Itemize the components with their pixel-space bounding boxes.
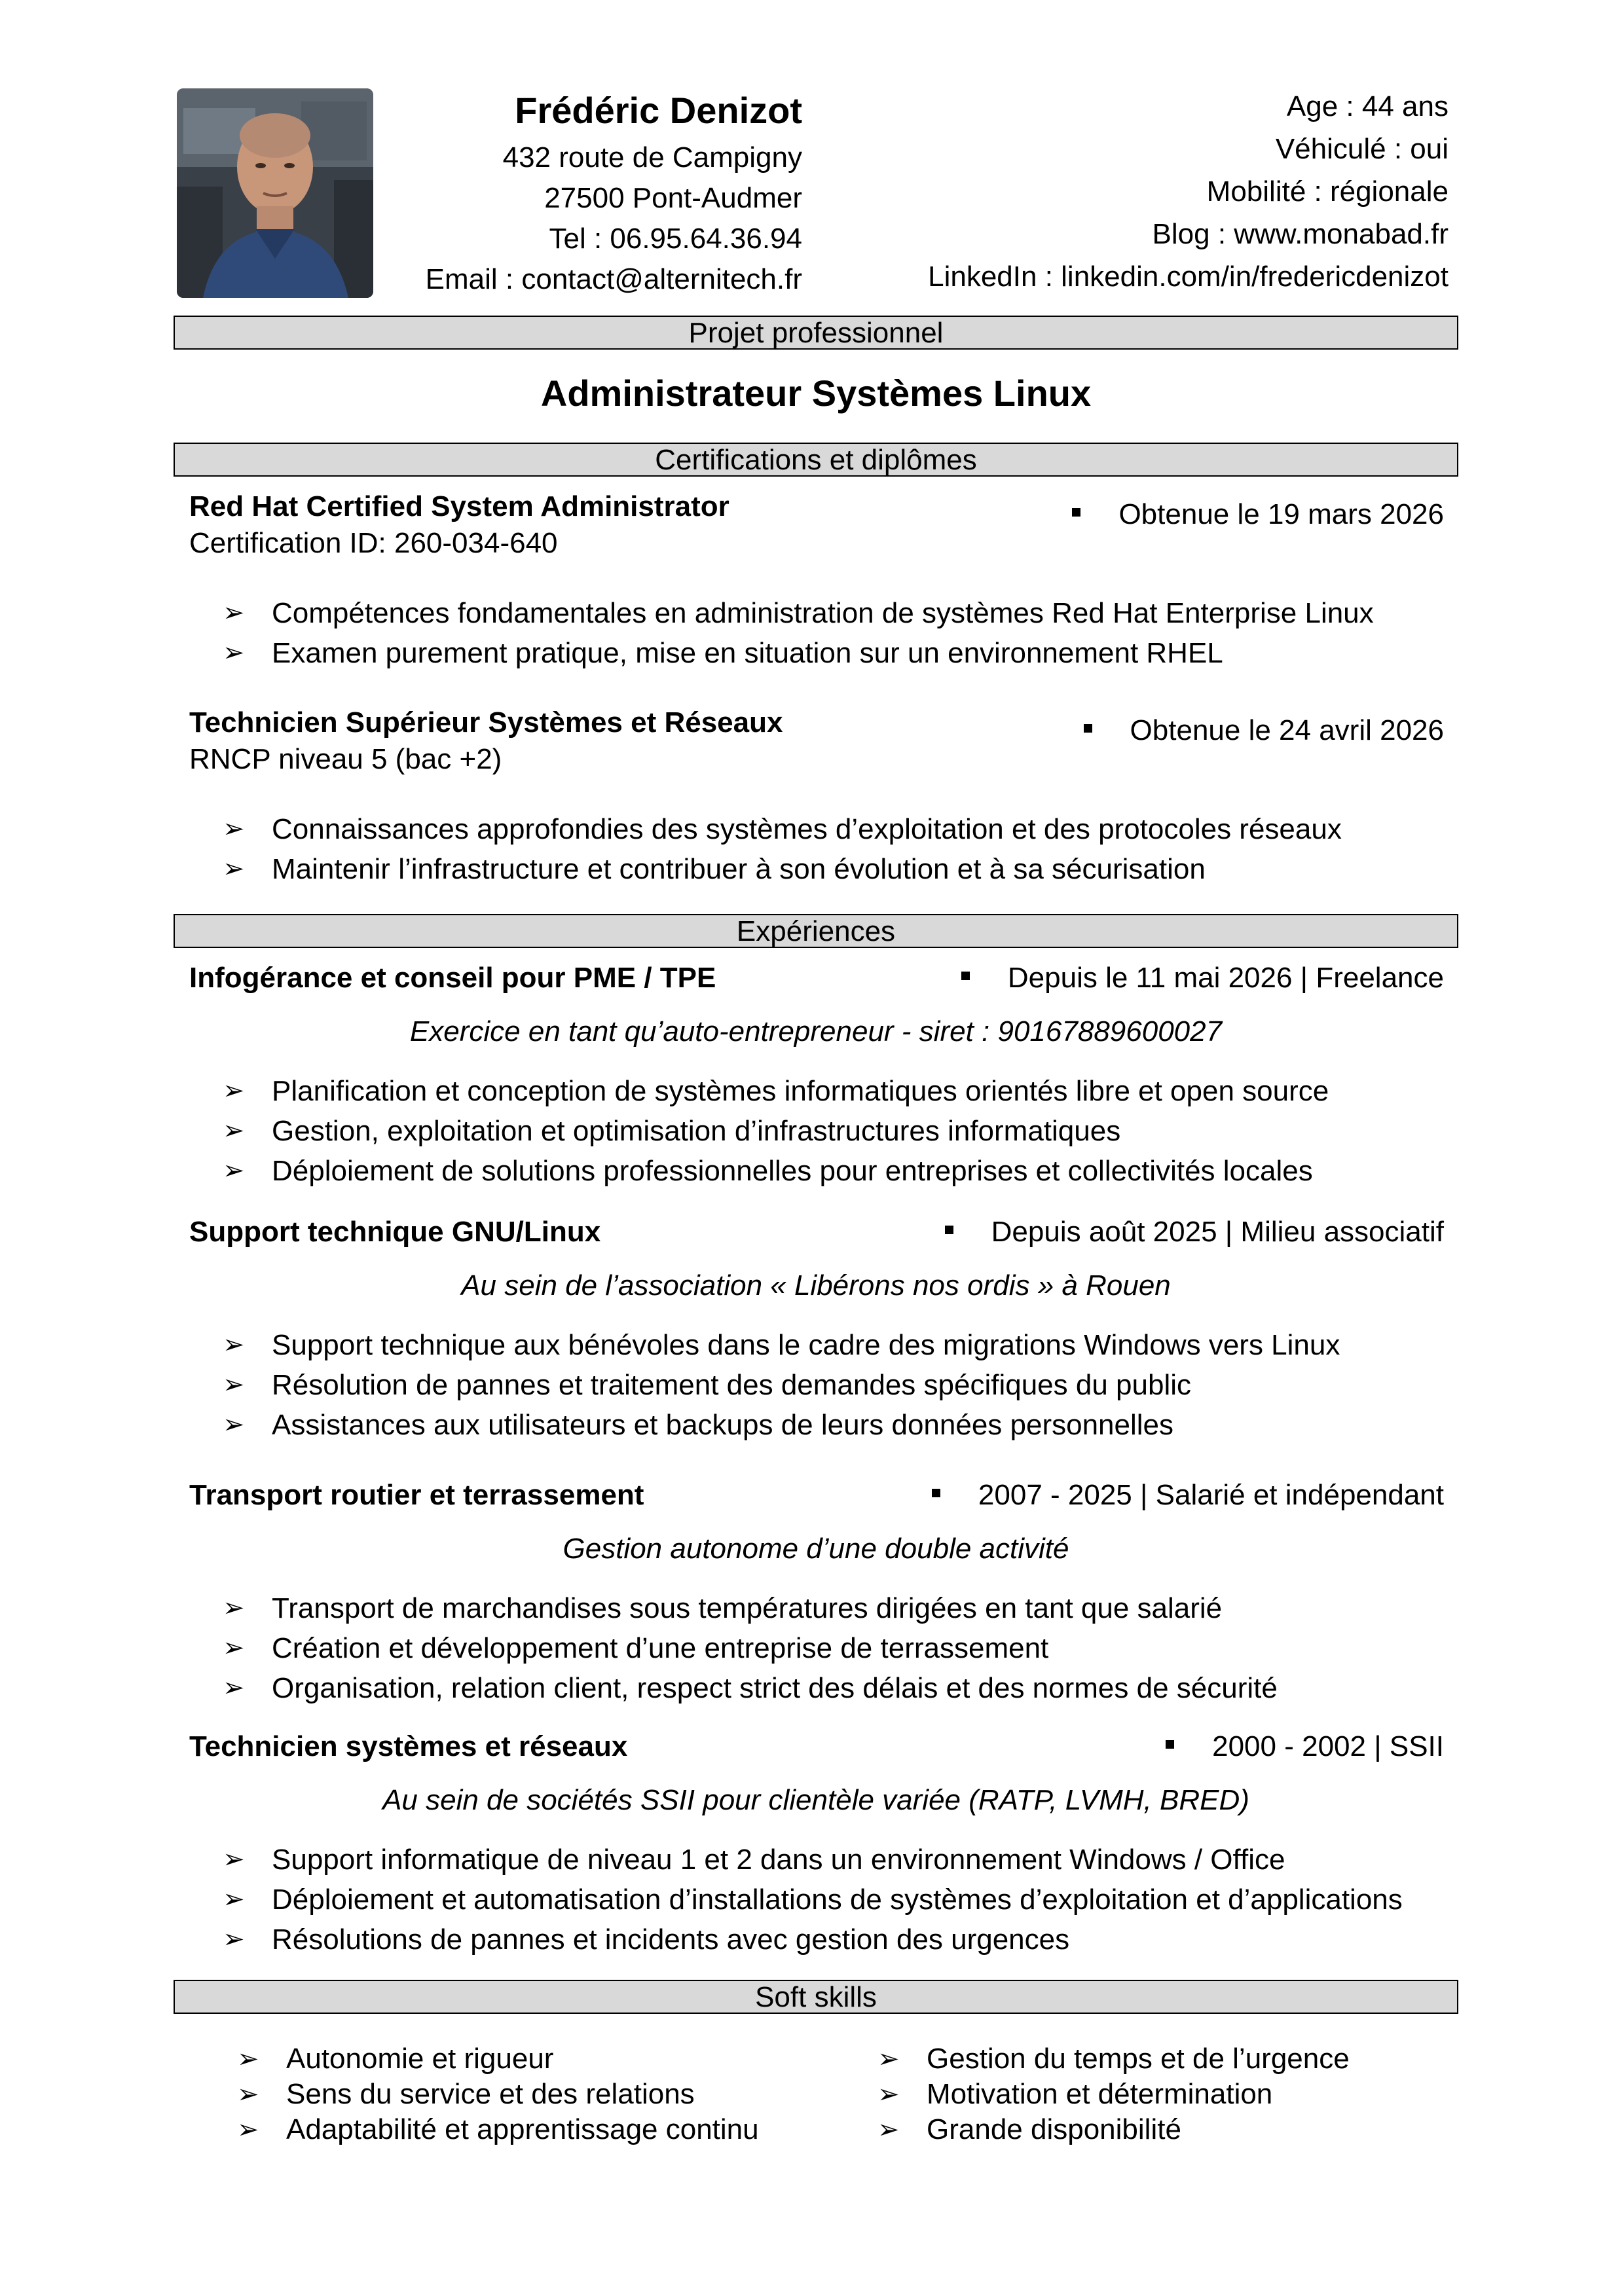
experience-date: [932, 1477, 1444, 1514]
experience-bullets: [223, 1071, 1329, 1191]
cert-date-text: Obtenue le 19 mars 2026: [1118, 498, 1444, 530]
arrow-bullet-icon: ➢: [223, 1410, 245, 1439]
arrow-bullet-icon: ➢: [223, 1885, 245, 1914]
experience-date-text: Depuis le 11 mai 2026 | Freelance: [1007, 962, 1444, 994]
arrow-bullet-icon: ➢: [223, 1845, 245, 1874]
square-bullet-icon: [1084, 724, 1092, 733]
experience-context: Exercice en tant qu’auto-entrepreneur - siret : 90167889600027: [409, 1015, 1223, 1048]
list-item: ➢ Motivation et détermination: [877, 2077, 1350, 2112]
cert-subtitle: RNCP niveau 5 (bac +2): [189, 743, 502, 775]
section-bar-soft-skills: Soft skills: [174, 1980, 1458, 2014]
arrow-bullet-icon: ➢: [223, 1076, 245, 1105]
cert-date-text: Obtenue le 24 avril 2026: [1130, 714, 1444, 746]
cert-title: Technicien Supérieur Systèmes et Réseaux: [189, 706, 783, 738]
soft-skills-left: [237, 2041, 759, 2147]
experience-date: [945, 1214, 1444, 1250]
list-item: ➢ Gestion, exploitation et optimisation d’infrastructures informatiques: [223, 1111, 1329, 1151]
mobility: Mobilité : régionale: [1206, 175, 1449, 208]
list-item: ➢ Support informatique de niveau 1 et 2 dans un environnement Windows / Office: [223, 1840, 1403, 1880]
arrow-bullet-icon: ➢: [237, 2045, 259, 2073]
arrow-bullet-icon: ➢: [223, 1156, 245, 1185]
address-line-1: 432 route de Campigny: [502, 141, 802, 173]
list-item: ➢ Examen purement pratique, mise en situation sur un environnement RHEL: [223, 633, 1374, 673]
list-item: ➢ Maintenir l’infrastructure et contribuer à son évolution et à sa sécurisation: [223, 849, 1342, 889]
experience-bullets: [223, 1840, 1403, 1959]
section-bar-certifications: Certifications et diplômes: [174, 443, 1458, 477]
experience-title: Support technique GNU/Linux: [189, 1216, 601, 1248]
cert-date: [1072, 496, 1444, 533]
arrow-bullet-icon: ➢: [223, 1633, 245, 1662]
arrow-bullet-icon: ➢: [237, 2115, 259, 2144]
cert-date: [1084, 712, 1444, 749]
experience-context: Au sein de l’association « Libérons nos ordis » à Rouen: [461, 1269, 1171, 1302]
candidate-name: Frédéric Denizot: [515, 90, 802, 131]
list-item: ➢ Assistances aux utilisateurs et backups de leurs données personnelles: [223, 1405, 1340, 1445]
email: Email : contact@alternitech.fr: [425, 263, 802, 295]
arrow-bullet-icon: ➢: [223, 1594, 245, 1622]
list-item: ➢ Connaissances approfondies des systèmes d’exploitation et des protocoles réseaux: [223, 809, 1342, 849]
arrow-bullet-icon: ➢: [223, 1370, 245, 1399]
arrow-bullet-icon: ➢: [223, 1925, 245, 1954]
list-item: ➢ Déploiement de solutions professionnelles pour entreprises et collectivités locales: [223, 1151, 1329, 1191]
experience-date-text: 2000 - 2002 | SSII: [1212, 1730, 1444, 1762]
arrow-bullet-icon: ➢: [223, 1330, 245, 1359]
square-bullet-icon: [945, 1226, 953, 1234]
square-bullet-icon: [1072, 508, 1080, 517]
list-item: ➢ Support technique aux bénévoles dans le cadre des migrations Windows vers Linux: [223, 1325, 1340, 1365]
cert-bullets: [223, 593, 1374, 673]
list-item: ➢ Organisation, relation client, respect strict des délais et des normes de sécurité: [223, 1668, 1278, 1708]
list-item: ➢ Gestion du temps et de l’urgence: [877, 2041, 1350, 2077]
list-item: ➢ Transport de marchandises sous températures dirigées en tant que salarié: [223, 1588, 1278, 1628]
arrow-bullet-icon: ➢: [877, 2080, 900, 2109]
square-bullet-icon: [1166, 1740, 1174, 1749]
list-item: ➢ Résolution de pannes et traitement des demandes spécifiques du public: [223, 1365, 1340, 1405]
cert-entry-2: [189, 704, 783, 778]
experience-context: Au sein de sociétés SSII pour clientèle variée (RATP, LVMH, BRED): [382, 1784, 1249, 1816]
job-title: Administrateur Systèmes Linux: [540, 373, 1092, 414]
list-item: ➢ Résolutions de pannes et incidents avec gestion des urgences: [223, 1920, 1403, 1959]
experience-title: Infogérance et conseil pour PME / TPE: [189, 962, 716, 994]
experience-date: [961, 960, 1444, 996]
contact-block: [367, 84, 802, 300]
cert-bullets: [223, 809, 1342, 889]
list-item: ➢ Autonomie et rigueur: [237, 2041, 759, 2077]
experience-date-text: 2007 - 2025 | Salarié et indépendant: [978, 1479, 1444, 1511]
list-item: ➢ Grande disponibilité: [877, 2112, 1350, 2147]
cert-subtitle: Certification ID: 260-034-640: [189, 527, 558, 559]
list-item: ➢ Déploiement et automatisation d’installations de systèmes d’exploitation et d’applications: [223, 1880, 1403, 1920]
blog: Blog : www.monabad.fr: [1152, 218, 1449, 250]
soft-skills-right: [877, 2041, 1350, 2147]
arrow-bullet-icon: ➢: [877, 2115, 900, 2144]
arrow-bullet-icon: ➢: [223, 598, 245, 627]
experience-entry-2: [189, 1214, 600, 1250]
arrow-bullet-icon: ➢: [223, 638, 245, 667]
experience-entry-1: [189, 960, 716, 996]
arrow-bullet-icon: ➢: [223, 1673, 245, 1702]
experience-entry-4: [189, 1728, 627, 1765]
experience-context: Gestion autonome d’une double activité: [563, 1533, 1069, 1565]
section-bar-project: Projet professionnel: [174, 316, 1458, 350]
age: Age : 44 ans: [1286, 90, 1449, 122]
phone: Tel : 06.95.64.36.94: [549, 223, 802, 255]
arrow-bullet-icon: ➢: [237, 2080, 259, 2109]
address-line-2: 27500 Pont-Audmer: [544, 182, 802, 214]
cert-entry-1: [189, 488, 729, 562]
experience-title: Transport routier et terrassement: [189, 1479, 644, 1511]
vehicle: Véhiculé : oui: [1275, 133, 1449, 165]
experience-bullets: [223, 1588, 1278, 1708]
list-item: ➢ Sens du service et des relations: [237, 2077, 759, 2112]
arrow-bullet-icon: ➢: [877, 2045, 900, 2073]
experience-date-text: Depuis août 2025 | Milieu associatif: [991, 1216, 1444, 1248]
arrow-bullet-icon: ➢: [223, 854, 245, 883]
section-bar-experiences: Expériences: [174, 914, 1458, 948]
cert-title: Red Hat Certified System Administrator: [189, 490, 729, 522]
list-item: ➢ Création et développement d’une entreprise de terrassement: [223, 1628, 1278, 1668]
list-item: ➢ Planification et conception de systèmes informatiques orientés libre et open source: [223, 1071, 1329, 1111]
experience-title: Technicien systèmes et réseaux: [189, 1730, 628, 1762]
experience-bullets: [223, 1325, 1340, 1445]
linkedin: LinkedIn : linkedin.com/in/fredericdenizot: [928, 261, 1449, 293]
arrow-bullet-icon: ➢: [223, 814, 245, 843]
profile-photo: [177, 88, 373, 298]
personal-info-block: [859, 85, 1449, 298]
experience-date: [1166, 1728, 1444, 1765]
square-bullet-icon: [932, 1489, 940, 1497]
list-item: ➢ Compétences fondamentales en administration de systèmes Red Hat Enterprise Linux: [223, 593, 1374, 633]
list-item: ➢ Adaptabilité et apprentissage continu: [237, 2112, 759, 2147]
experience-entry-3: [189, 1477, 644, 1514]
arrow-bullet-icon: ➢: [223, 1116, 245, 1145]
square-bullet-icon: [961, 972, 970, 980]
